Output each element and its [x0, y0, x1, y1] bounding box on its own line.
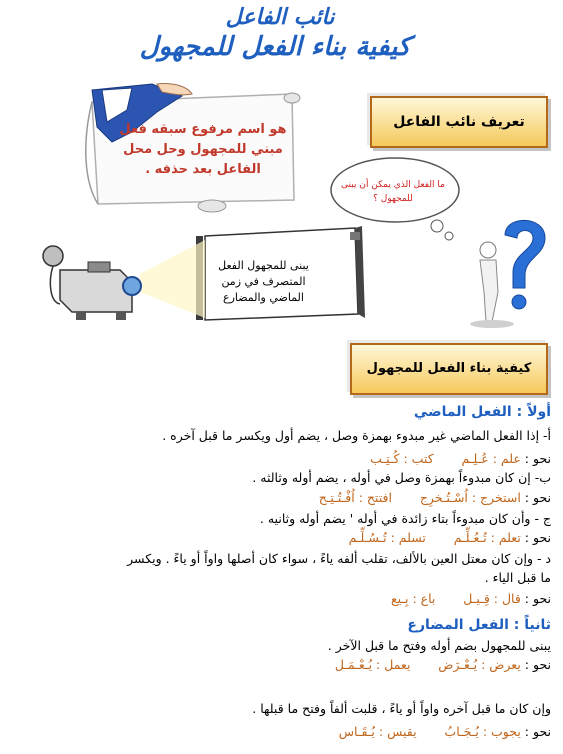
- example-item: يقيس : يُـقَـاس: [338, 724, 417, 739]
- example-item: علم : عُـلِـم: [461, 451, 521, 466]
- present-rule-2: وإن كان ما قبل آخره واواً أو ياءً ، قلبت ألفاً وفتح ما قبلها .: [252, 701, 551, 716]
- bubble-line: ما الفعل الذي يمكن أن يبنى: [341, 180, 445, 190]
- bubble-text: [338, 178, 448, 206]
- example-label: نحو :: [524, 657, 551, 672]
- past-rule-d: د - وإن كان معتل العين بالألف، تقلب ألفه ياءً ، سواء كان أصلها واواً أو ياءً . ويكسر: [127, 551, 551, 566]
- example-item: استخرج : اُسْـتُـخرِج: [419, 490, 521, 505]
- definition-line: مبني للمجهول وحل محل: [123, 142, 283, 157]
- past-example-a: [370, 451, 551, 466]
- past-rule-d-cont: ما قبل الياء .: [484, 570, 551, 585]
- past-example-b: [319, 490, 551, 505]
- screen-text: [196, 258, 331, 306]
- example-label: نحو :: [524, 724, 551, 739]
- example-item: باع : بِـيع: [390, 591, 436, 606]
- past-heading: أولاً : الفعل الماضي: [413, 404, 551, 420]
- build-header-box: كيفية بناء الفعل للمجهول: [350, 343, 548, 395]
- example-item: كتب : كُـتِـب: [370, 451, 434, 466]
- example-label: نحو :: [524, 451, 551, 466]
- example-label: نحو :: [524, 490, 551, 505]
- screen-line: الماضي والمضارع: [223, 291, 304, 304]
- screen-line: المتصرف في زمن: [221, 275, 306, 288]
- past-rule-a: أ- إذا الفعل الماضي غير مبدوء بهمزة وصل ، يضم أول ويكسر ما قبل آخره .: [162, 428, 551, 443]
- example-label: نحو :: [524, 530, 551, 545]
- past-rule-b: ب- إن كان مبدوءاً بهمزة وصل في أوله ، يضم أوله وثالثه .: [252, 470, 551, 485]
- present-rule-1: يبنى للمجهول بضم أوله وفتح ما قبل الآخر .: [327, 638, 551, 653]
- example-item: افتتح : اُفْـتُـتِـح: [318, 490, 392, 505]
- past-example-d: [391, 591, 551, 606]
- definition-header-box: تعريف نائب الفاعل: [370, 96, 548, 148]
- past-example-c: [349, 530, 551, 545]
- present-example-2: [339, 724, 551, 739]
- example-item: يجوب : يُـجَـابُ: [444, 724, 521, 739]
- bubble-line: للمجهول ؟: [373, 194, 413, 204]
- page-title-main: كيفية بناء الفعل للمجهول: [139, 32, 411, 62]
- example-item: يعمل : يُـعْـمَـل: [334, 657, 411, 672]
- present-example-1: [335, 657, 551, 672]
- example-item: تسلم : تُـسُـلِّـم: [348, 530, 426, 545]
- definition-text: [118, 120, 288, 180]
- past-rule-c: ج - وأن كان مبدوءاً بتاء زائدة في أوله ' يضم أوله وثانيه .: [259, 511, 551, 526]
- present-heading: ثانياً : الفعل المضارع: [407, 617, 551, 633]
- example-item: يعرض : يُـعْـرَض: [438, 657, 521, 672]
- example-item: قال : قِـيـل: [463, 591, 521, 606]
- definition-line: الفاعل بعد حذفه .: [145, 162, 261, 177]
- example-item: تعلم : تُـعُـلِّـم: [453, 530, 521, 545]
- question-mark-figure: [470, 210, 555, 330]
- page-title-small: نائب الفاعل: [225, 4, 335, 30]
- example-label: نحو :: [524, 591, 551, 606]
- screen-line: يبنى للمجهول الفعل: [218, 259, 309, 272]
- definition-line: هو اسم مرفوع سبقه فعل: [119, 122, 287, 137]
